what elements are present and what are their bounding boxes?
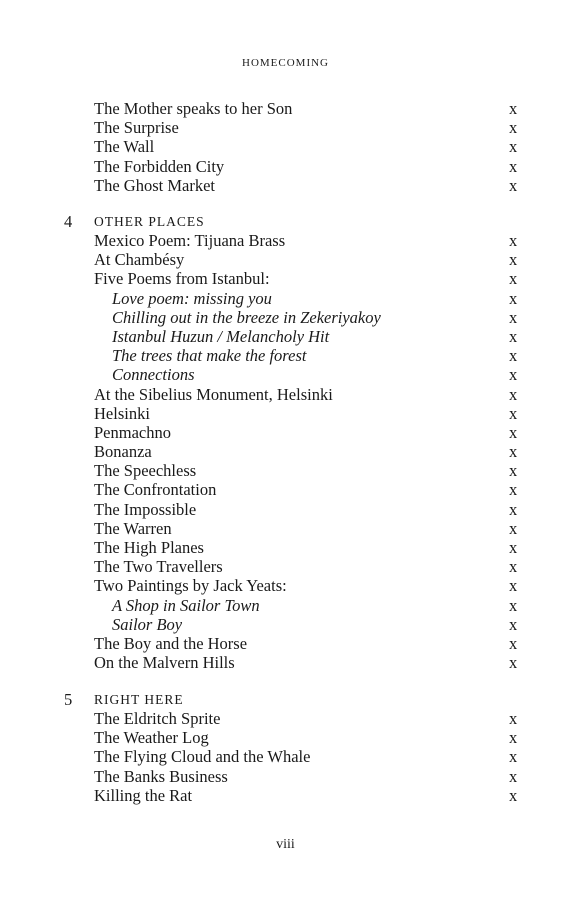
entry-title: The Flying Cloud and the Whale xyxy=(94,747,311,767)
entry-title: The Mother speaks to her Son xyxy=(94,99,293,118)
entry-page: x xyxy=(509,442,518,462)
toc-entry[interactable] xyxy=(0,519,571,538)
entry-page: x xyxy=(509,766,518,786)
entry-page: x xyxy=(509,307,518,327)
entry-page: x xyxy=(509,231,518,250)
entry-title: The Eldritch Sprite xyxy=(94,709,221,728)
section-number: 5 xyxy=(64,690,73,709)
entry-page: x xyxy=(509,384,518,404)
toc-entry[interactable] xyxy=(0,709,571,728)
toc-entry[interactable] xyxy=(0,99,571,118)
entry-title: A Shop in Sailor Town xyxy=(112,595,260,615)
toc-entry[interactable] xyxy=(0,118,571,137)
toc-entry[interactable] xyxy=(0,786,571,805)
toc-entry[interactable] xyxy=(0,231,571,250)
entry-title: The Banks Business xyxy=(94,766,228,786)
toc-entry[interactable] xyxy=(0,442,571,461)
entry-page: x xyxy=(509,653,518,673)
entry-title: Chilling out in the breeze in Zekeriyakoy xyxy=(112,307,381,327)
toc-entry[interactable] xyxy=(0,767,571,786)
section-title: RIGHT HERE xyxy=(94,692,184,707)
toc-entry[interactable] xyxy=(0,747,571,766)
entry-page: x xyxy=(509,156,518,176)
toc-entry[interactable] xyxy=(0,576,571,595)
toc-subentry[interactable] xyxy=(0,308,571,327)
entry-title: Mexico Poem: Tijuana Brass xyxy=(94,231,286,250)
entry-title: Bonanza xyxy=(94,442,152,462)
toc-subentry[interactable] xyxy=(0,615,571,634)
toc-section-right-here xyxy=(0,690,571,805)
toc-entry[interactable] xyxy=(0,653,571,672)
toc-entry[interactable] xyxy=(0,137,571,156)
entry-page: x xyxy=(509,288,518,308)
toc-subentry[interactable] xyxy=(0,289,571,308)
entry-title: At the Sibelius Monument, Helsinki xyxy=(94,384,333,404)
entry-title: Istanbul Huzun / Melancholy Hit xyxy=(112,326,330,346)
entry-page: x xyxy=(509,595,518,615)
entry-title: The High Planes xyxy=(94,538,204,557)
entry-title: The Two Travellers xyxy=(94,557,223,577)
entry-title: The Ghost Market xyxy=(94,175,215,195)
entry-page: x xyxy=(509,403,518,423)
entry-page: x xyxy=(509,175,518,195)
entry-title: Five Poems from Istanbul: xyxy=(94,269,270,289)
entry-title: The Warren xyxy=(94,518,172,538)
entry-page: x xyxy=(509,269,518,289)
entry-title: Helsinki xyxy=(94,403,150,423)
entry-page: x xyxy=(509,137,518,157)
entry-title: The trees that make the forest xyxy=(112,346,307,366)
toc-entry[interactable] xyxy=(0,250,571,269)
entry-title: The Speechless xyxy=(94,461,197,481)
entry-page: x xyxy=(509,747,518,767)
toc-entry[interactable] xyxy=(0,423,571,442)
entry-title: The Forbidden City xyxy=(94,156,225,176)
entry-page: x xyxy=(509,538,518,557)
entry-page: x xyxy=(509,557,518,577)
entry-title: The Wall xyxy=(94,137,155,157)
entry-title: The Surprise xyxy=(94,118,179,138)
toc-section-other-places xyxy=(0,212,571,672)
entry-page: x xyxy=(509,728,518,748)
entry-title: Connections xyxy=(112,365,195,385)
toc-subentry[interactable] xyxy=(0,346,571,365)
toc-entry[interactable] xyxy=(0,404,571,423)
section-number: 4 xyxy=(64,212,73,231)
toc-entry[interactable] xyxy=(0,634,571,653)
toc-entry[interactable] xyxy=(0,557,571,576)
entry-title: At Chambésy xyxy=(94,250,185,270)
entry-page: x xyxy=(509,614,518,634)
toc-subentry[interactable] xyxy=(0,596,571,615)
entry-page: x xyxy=(509,518,518,538)
entry-page: x xyxy=(509,633,518,653)
entry-page: x xyxy=(509,365,518,385)
entry-page: x xyxy=(509,99,518,118)
toc-entry[interactable] xyxy=(0,500,571,519)
section-heading xyxy=(0,212,571,231)
toc-entry[interactable] xyxy=(0,269,571,288)
toc-section-continued xyxy=(0,99,571,195)
page-number: viii xyxy=(276,837,295,852)
toc-entry[interactable] xyxy=(0,728,571,747)
entry-page: x xyxy=(509,785,518,805)
entry-title: Two Paintings by Jack Yeats: xyxy=(94,576,287,596)
entry-page: x xyxy=(509,346,518,366)
toc-entry[interactable] xyxy=(0,385,571,404)
entry-title: On the Malvern Hills xyxy=(94,653,235,673)
entry-page: x xyxy=(509,326,518,346)
toc-entry[interactable] xyxy=(0,176,571,195)
toc-subentry[interactable] xyxy=(0,365,571,384)
entry-page: x xyxy=(509,709,518,728)
entry-title: The Confrontation xyxy=(94,480,217,500)
toc-subentry[interactable] xyxy=(0,327,571,346)
toc-entry[interactable] xyxy=(0,480,571,499)
section-title: OTHER PLACES xyxy=(94,214,205,229)
entry-page: x xyxy=(509,250,518,270)
entry-title: The Weather Log xyxy=(94,728,209,748)
entry-title: The Impossible xyxy=(94,499,197,519)
entry-title: Killing the Rat xyxy=(94,785,193,805)
entry-title: The Boy and the Horse xyxy=(94,633,248,653)
entry-page: x xyxy=(509,499,518,519)
toc-entry[interactable] xyxy=(0,157,571,176)
entry-title: Penmachno xyxy=(94,422,171,442)
section-heading xyxy=(0,690,571,709)
entry-page: x xyxy=(509,576,518,596)
entry-title: Sailor Boy xyxy=(112,614,183,634)
entry-page: x xyxy=(509,422,518,442)
entry-title: Love poem: missing you xyxy=(112,288,272,308)
running-head: HOMECOMING xyxy=(242,57,329,69)
entry-page: x xyxy=(509,461,518,481)
toc-entry[interactable] xyxy=(0,461,571,480)
entry-page: x xyxy=(509,118,518,138)
toc-entry[interactable] xyxy=(0,538,571,557)
entry-page: x xyxy=(509,480,518,500)
